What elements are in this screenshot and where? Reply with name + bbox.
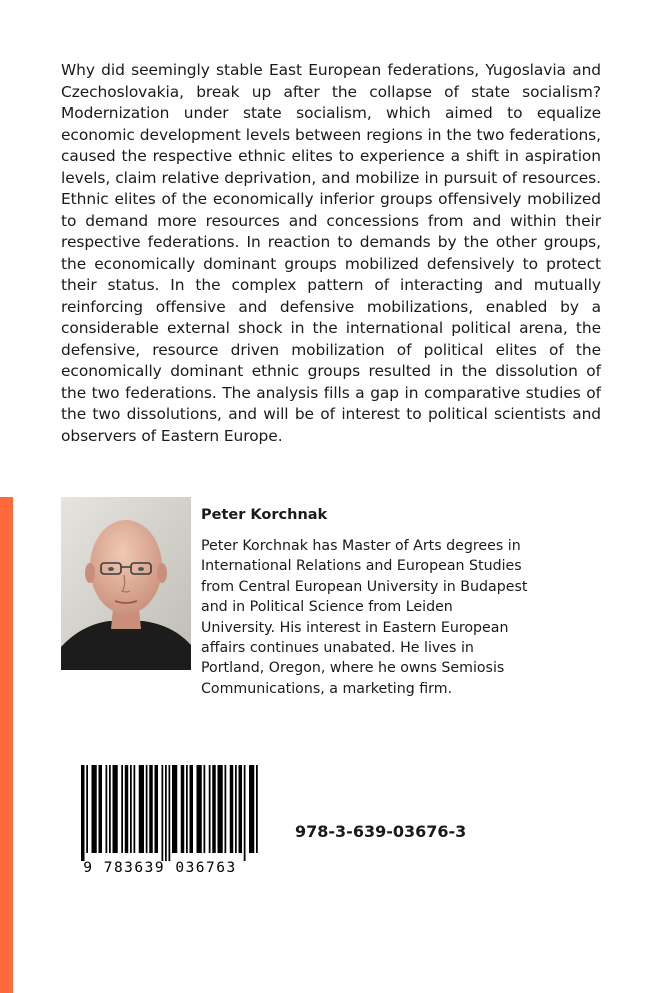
barcode-bar [218, 765, 223, 853]
barcode-bar [99, 765, 103, 853]
barcode-bar [121, 765, 123, 853]
barcode-bar [239, 765, 243, 853]
barcode-bar [149, 765, 153, 853]
barcode-bar [92, 765, 97, 853]
barcode-bar [162, 765, 164, 861]
barcode-bar [109, 765, 111, 853]
barcode-bar [169, 765, 171, 861]
barcode-bar [204, 765, 206, 853]
barcode-bar [209, 765, 211, 853]
barcode-bar [244, 765, 246, 861]
author-photo [61, 497, 191, 670]
barcode-bar [86, 765, 88, 853]
barcode-bar [212, 765, 216, 853]
barcode-digits: 9 783639 036763 [83, 860, 237, 876]
book-description: Why did seemingly stable East European federations, Yugoslavia and Czechoslovakia, break up after the collapse of state socialism? Modernization under state socialism, which aimed to equalize economic development levels between regions in the two federations, caused the respective ethnic elites to experience a shift in aspiration levels, claim relative deprivation, and mobilize in pursuit of resources. Ethnic elites of the economically inferior groups offensively mobilized to demand more resources and concessions from and within their respective federations. In reaction to demands by the other groups, the economically dominant groups mobilized defensively to protect their status. In the complex pattern of interacting and mutually reinforcing offensive and defensive mobilizations, enabled by a considerable external shock in the international political arena, the defensive, resource driven mobilization of political elites of the economically dominant ethnic groups resulted in the dissolution of the two federations. The analysis fills a gap in comparative studies of the two dissolutions, and will be of interest to political scientists and observers of Eastern Europe. [61, 61, 601, 445]
barcode-bar [130, 765, 132, 853]
barcode-bar [172, 765, 177, 853]
barcode-bar [146, 765, 148, 853]
barcode-bar [134, 765, 136, 853]
isbn-number: 978-3-639-03676-3 [295, 822, 467, 841]
barcode-bar [165, 765, 167, 861]
isbn-barcode [61, 765, 259, 877]
barcode-bar [186, 765, 188, 853]
barcode-bar [230, 765, 234, 853]
author-name: Peter Korchnak [201, 507, 328, 523]
barcode-bar [256, 765, 258, 853]
barcode-bar [181, 765, 185, 853]
barcode-bar [81, 765, 85, 861]
barcode-bar [190, 765, 194, 853]
barcode-bar [235, 765, 237, 853]
barcode-bar [155, 765, 159, 853]
barcode-bar [197, 765, 202, 853]
barcode-bar [139, 765, 144, 853]
orange-accent-stripe [0, 497, 13, 993]
barcode-bar [249, 765, 254, 853]
barcode-bar [106, 765, 108, 853]
barcode-bar [113, 765, 118, 853]
author-bio: Peter Korchnak has Master of Arts degrees in International Relations and European Studies from Central European University in Budapest and in Political Science from Leiden University. His interest in Eastern European affairs continues unabated. He lives in Portland, Oregon, where he owns Semiosis Communications, a marketing firm. [201, 538, 528, 697]
barcode-bar [225, 765, 227, 853]
barcode-bars [81, 765, 258, 861]
barcode-bar [125, 765, 129, 853]
